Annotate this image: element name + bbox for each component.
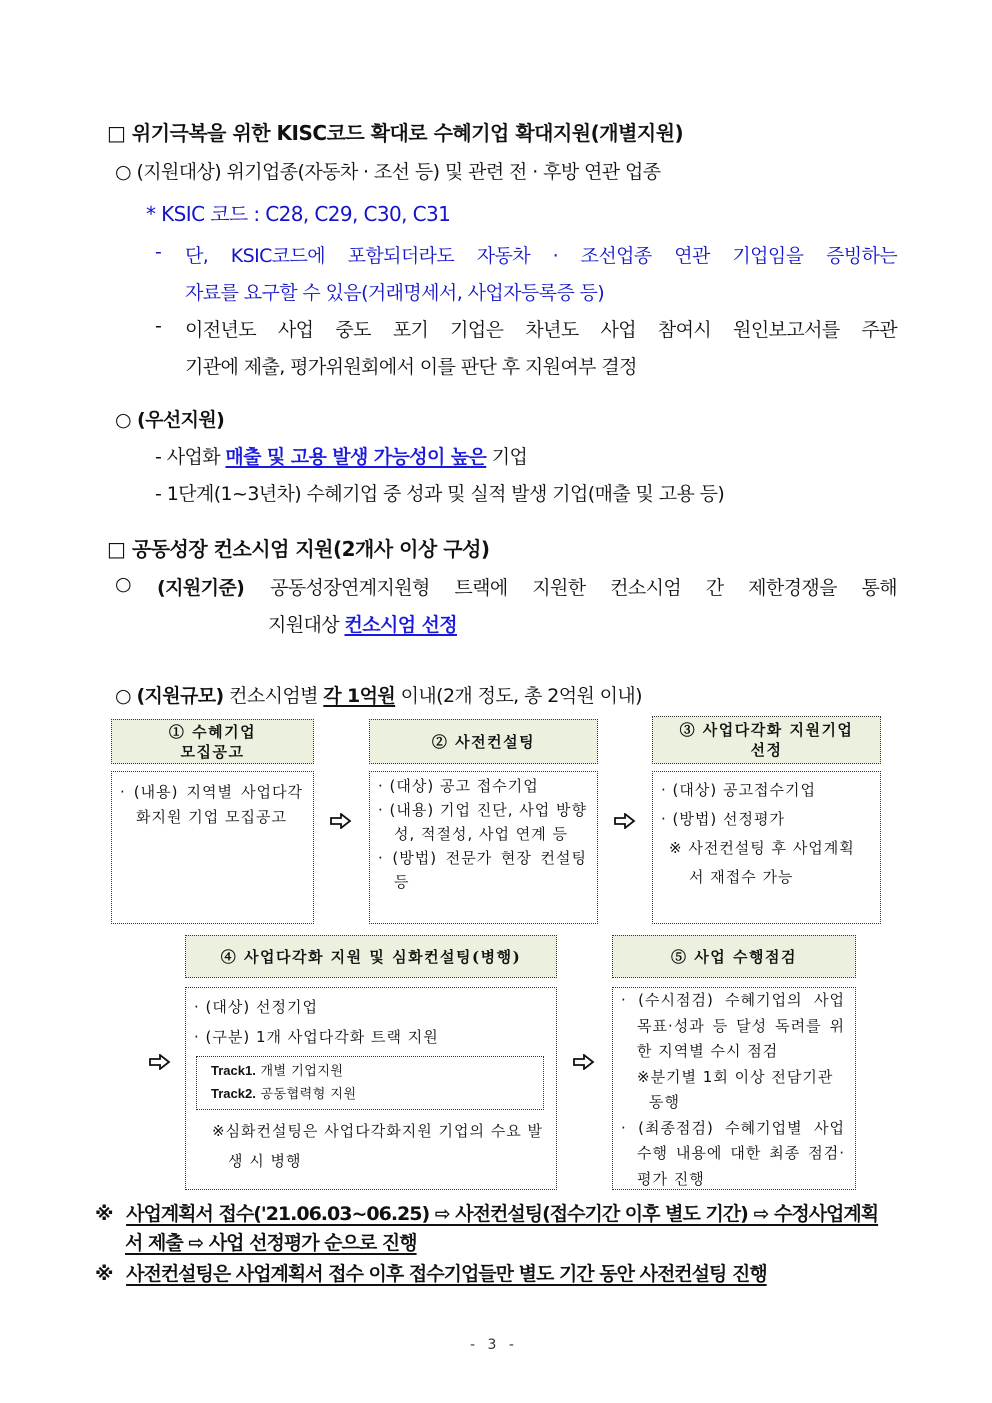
step3-item: · (방법) 선정평가 <box>661 810 785 828</box>
step2-item: · (방법) 전문가 현장 컨설팅 등 <box>378 849 587 891</box>
step2-header: ② 사전컨설팅 <box>369 719 598 764</box>
right-arrow-icon <box>149 1054 171 1070</box>
step3-item: · (대상) 공고접수기업 <box>661 781 816 799</box>
section-title: 위기극복을 위한 KISC코드 확대로 수혜기업 확대지원(개별지원) <box>131 121 684 145</box>
track-list <box>196 1056 544 1110</box>
ksic-code-note: * KSIC 코드 : C28, C29, C30, C31 <box>146 202 451 226</box>
step4-header: ④ 사업다각화 지원 및 심화컨설팅(병행) <box>185 935 557 978</box>
circle-bullet-icon: ○ <box>115 409 131 431</box>
support-target-text: (지원대상) 위기업종(자동차 · 조선 등) 및 관련 전 · 후방 연관 업종 <box>136 161 661 183</box>
circle-bullet-icon: ○ <box>115 685 131 707</box>
checkbox-square-icon: □ <box>107 537 126 561</box>
highlight-consortium-selection: 컨소시엄 선정 <box>344 614 458 636</box>
section-heading-kisc <box>107 117 683 146</box>
priority-support-heading: ○ (우선지원) <box>115 409 225 431</box>
footnote-1-line1: 사업계획서 접수('21.06.03~06.25) ⇨ 사전컨설팅(접수기간 이후 별도 기간) ⇨ 수정사업계획 <box>126 1203 879 1225</box>
step1-header: ① 수혜기업 모집공고 <box>111 719 314 764</box>
dash-icon: - <box>155 241 162 263</box>
step4-note: ※심화컨설팅은 사업다각화지원 기업의 수요 발생 시 병행 <box>212 1122 543 1170</box>
step5-item: · (최종점검) 수혜기업별 사업 수행 내용에 대한 최종 점검·평가 진행 <box>621 1118 845 1188</box>
circle-bullet-icon: ○ <box>115 573 131 595</box>
right-arrow-icon <box>330 813 352 829</box>
step5-note: ※분기별 1회 이상 전담기관 동행 <box>637 1067 834 1111</box>
step4-item: · (대상) 선정기업 <box>194 998 318 1016</box>
criteria-line2: 지원대상 컨소시엄 선정 <box>268 614 458 636</box>
withdrawal-rule-line2: 기관에 제출, 평가위원회에서 이를 판단 후 지원여부 결정 <box>185 356 637 378</box>
step3-note: ※ 사전컨설팅 후 사업계획서 재접수 가능 <box>669 839 855 886</box>
section-heading-consortium <box>107 533 490 562</box>
priority-item-2: - 1단계(1~3년차) 수혜기업 중 성과 및 실적 발생 기업(매출 및 고용 등) <box>155 483 725 505</box>
support-target-item <box>115 157 661 184</box>
highlight-sales-employment: 매출 및 고용 발생 가능성이 높은 <box>225 446 487 468</box>
step1-item: · (내용) 지역별 사업다각화지원 기업 모집공고 <box>120 783 303 826</box>
scale-item: ○ (지원규모) 컨소시엄별 각 1억원 이내(2개 정도, 총 2억원 이내) <box>115 685 642 707</box>
dash-icon: - <box>155 315 162 337</box>
step2-item: · (내용) 기업 진단, 사업 방향성, 적절성, 사업 연계 등 <box>378 801 587 843</box>
footnote-2-text: 사전컨설팅은 사업계획서 접수 이후 접수기업들만 별도 기간 동안 사전컨설팅 진행 <box>126 1263 767 1285</box>
right-arrow-icon <box>573 1054 595 1070</box>
step5-body <box>612 987 856 1190</box>
reference-mark-icon: ※ <box>95 1263 113 1285</box>
checkbox-square-icon: □ <box>107 121 126 145</box>
circle-bullet-icon: ○ <box>115 161 131 183</box>
footnote-1-cont <box>125 1228 417 1255</box>
withdrawal-rule-line1: 이전년도 사업 중도 포기 기업은 차년도 사업 참여시 원인보고서를 주관 <box>185 319 897 341</box>
step5-header: ⑤ 사업 수행점검 <box>612 935 856 978</box>
right-arrow-icon <box>614 813 636 829</box>
step2-item: · (대상) 공고 접수기업 <box>378 777 539 795</box>
section-title: 공동성장 컨소시엄 지원(2개사 이상 구성) <box>131 537 490 561</box>
reference-mark-icon: ※ <box>95 1203 113 1225</box>
ksic-condition-line2: 자료를 요구할 수 있음(거래명세서, 사업자등록증 등) <box>185 282 605 304</box>
footnote-1 <box>95 1199 878 1226</box>
step4-body <box>185 987 557 1190</box>
step3-body <box>652 771 881 924</box>
step2-body <box>369 771 598 924</box>
criteria-line1: 공동성장연계지원형 트랙에 지원한 컨소시엄 간 제한경쟁을 통해 <box>270 577 897 599</box>
footnote-2 <box>95 1259 767 1286</box>
step4-item: · (구분) 1개 사업다각화 트랙 지원 <box>194 1028 439 1046</box>
highlight-amount: 각 1억원 <box>323 685 396 707</box>
track-item: Track2. 공동협력형 지원 <box>211 1086 357 1102</box>
step5-item: · (수시점검) 수혜기업의 사업 목표·성과 등 달성 독려를 위한 지역별 수시 점검 <box>621 991 845 1060</box>
step1-body <box>111 771 314 924</box>
ksic-condition-line1: 단, KSIC코드에 포함되더라도 자동차 · 조선업종 연관 기업임을 증빙하는 <box>185 245 897 267</box>
criteria-bullet <box>115 573 131 595</box>
criteria-label: (지원기준) <box>157 577 245 599</box>
track-item: Track1. 개별 기업지원 <box>211 1063 344 1079</box>
footnote-1-line2: 서 제출 ⇨ 사업 선정평가 순으로 진행 <box>125 1232 417 1254</box>
priority-item-1: - 사업화 매출 및 고용 발생 가능성이 높은 기업 <box>155 446 528 468</box>
page-number: - 3 - <box>470 1337 518 1353</box>
step3-header: ③ 사업다각화 지원기업 선정 <box>652 716 881 764</box>
